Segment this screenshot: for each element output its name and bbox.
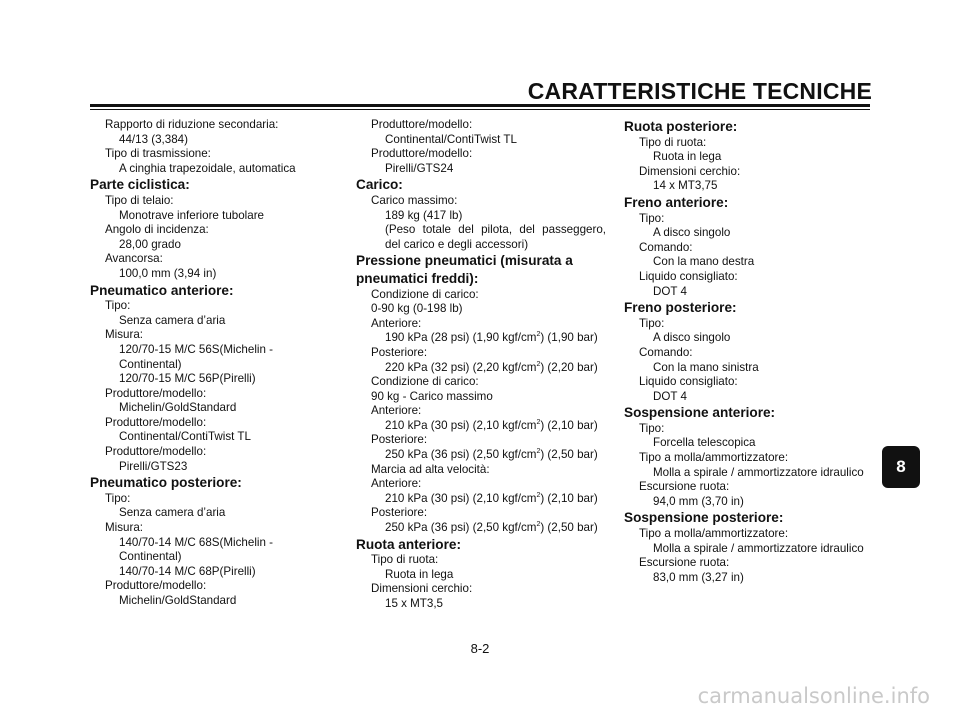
spec-label: Tipo di ruota: [371,553,439,567]
spec-label: Tipo a molla/ammortizzatore: [639,451,789,465]
spec-value: 140/70-14 M/C 68S(Michelin - [119,535,274,549]
spec-label: Avancorsa: [105,252,163,266]
spec-value: Pirelli/GTS23 [119,459,188,473]
spec-label: Dimensioni cerchio: [639,164,741,178]
unit-superscript: 2 [536,419,541,427]
spec-label: Condizione di carico: [371,287,479,301]
section-heading: Pneumatico posteriore: [90,475,242,491]
spec-label: 0-90 kg (0-198 lb) [371,302,463,316]
spec-label: Produttore/modello: [105,386,207,400]
spec-value-text: 210 kPa (30 psi) (2,10 kgf/cm [385,418,537,432]
spec-label: Produttore/modello: [105,579,207,593]
spec-value: Continental/ContiTwist TL [385,132,517,146]
spec-label: Comando: [639,240,693,254]
spec-label: Angolo di incidenza: [105,223,209,237]
spec-value: Molla a spirale / ammortizzatore idraulico [653,465,864,479]
spec-value [356,448,606,463]
page-header-title: CARATTERISTICHE TECNICHE [527,78,872,104]
spec-label: Anteriore: [371,316,422,330]
unit-superscript: 2 [536,491,541,499]
spec-value: 94,0 mm (3,70 in) [653,494,744,508]
spec-value-text: ) (2,20 bar) [540,360,598,374]
watermark: carmanualsonline.info [697,684,930,708]
spec-column-2 [356,118,606,612]
spec-value: del carico e degli accessori) [385,237,529,251]
spec-column-3 [624,118,884,585]
spec-label: Produttore/modello: [371,118,473,131]
section-heading: Pneumatico anteriore: [90,282,234,298]
spec-value: Continental) [119,357,182,371]
spec-label: Posteriore: [371,506,428,520]
spec-value: Ruota in lega [385,567,454,581]
spec-value: Senza camera d’aria [119,506,226,520]
spec-value: Monotrave inferiore tubolare [119,208,265,222]
unit-superscript: 2 [536,448,541,456]
spec-value: 15 x MT3,5 [385,597,443,610]
spec-value: DOT 4 [653,284,687,298]
spec-label: Escursione ruota: [639,556,730,570]
spec-label: Tipo: [639,421,665,435]
spec-label: Tipo a molla/ammortizzatore: [639,527,789,541]
spec-value-text: ) (2,50 bar) [540,521,598,535]
spec-value-text: ) (2,50 bar) [540,448,598,462]
spec-label: Tipo: [105,491,131,505]
spec-value: 44/13 (3,384) [119,132,188,146]
page-number: 8-2 [470,641,490,656]
spec-value-text: ) (2,10 bar) [540,491,598,505]
spec-label: Misura: [105,328,144,342]
spec-value: A disco singolo [653,331,731,345]
spec-value: 100,0 mm (3,94 in) [119,266,217,280]
spec-label: Posteriore: [371,433,428,447]
spec-value-text: 250 kPa (36 psi) (2,50 kgf/cm [385,448,537,462]
spec-label: Rapporto di riduzione secondaria: [105,118,279,131]
spec-value-text: ) (1,90 bar) [540,331,598,345]
spec-value-text: 220 kPa (32 psi) (2,20 kgf/cm [385,360,537,374]
spec-label: Carico massimo: [371,193,458,207]
unit-superscript: 2 [536,331,541,339]
section-heading: Sospensione anteriore: [624,405,776,421]
spec-value: Forcella telescopica [653,436,756,450]
spec-value: Con la mano sinistra [653,360,759,374]
spec-value: DOT 4 [653,389,687,403]
spec-value-text: 210 kPa (30 psi) (2,10 kgf/cm [385,491,537,505]
spec-value [356,361,606,376]
spec-value: 28,00 grado [119,237,181,251]
spec-value: 14 x MT3,75 [653,179,718,193]
spec-value: Ruota in lega [653,150,722,164]
spec-value: Pirelli/GTS24 [385,161,454,175]
spec-label: Produttore/modello: [371,147,473,161]
section-heading: Freno posteriore: [624,300,737,316]
spec-value-text: 190 kPa (28 psi) (1,90 kgf/cm [385,331,537,345]
spec-label: Escursione ruota: [639,480,730,494]
header-rule-thin [90,109,870,110]
section-heading: Carico: [356,177,403,193]
spec-label: Posteriore: [371,345,428,359]
spec-value: Continental) [119,550,182,564]
spec-value: Molla a spirale / ammortizzatore idraulico [653,541,864,555]
spec-value: 140/70-14 M/C 68P(Pirelli) [119,564,256,578]
section-heading: Parte ciclistica: [90,177,190,193]
chapter-tab[interactable]: 8 [882,446,920,488]
spec-label: Anteriore: [371,404,422,418]
spec-value: (Peso totale del pilota, del passeggero, [385,223,606,237]
spec-label: Tipo: [639,211,665,225]
spec-value: Continental/ContiTwist TL [119,430,251,444]
spec-value: 120/70-15 M/C 56P(Pirelli) [119,372,256,386]
section-heading: Ruota posteriore: [624,119,738,134]
spec-label: Liquido consigliato: [639,375,738,389]
spec-value: Michelin/GoldStandard [119,401,237,415]
spec-label: Tipo di trasmissione: [105,147,211,161]
spec-label: Comando: [639,345,693,359]
spec-label: Anteriore: [371,477,422,491]
spec-label: 90 kg - Carico massimo [371,389,493,403]
spec-label: Dimensioni cerchio: [371,582,473,596]
spec-value: 83,0 mm (3,27 in) [653,570,744,584]
spec-value-text: ) (2,10 bar) [540,418,598,432]
spec-label: Tipo: [105,299,131,313]
unit-superscript: 2 [536,360,541,368]
spec-label: Produttore/modello: [105,415,207,429]
spec-label: Tipo di telaio: [105,193,174,207]
spec-label: Tipo: [639,316,665,330]
spec-value: Senza camera d’aria [119,313,226,327]
spec-value [356,331,606,346]
spec-value [356,492,606,507]
section-heading: Ruota anteriore: [356,536,461,552]
spec-value-text: 250 kPa (36 psi) (2,50 kgf/cm [385,521,537,535]
spec-value: Michelin/GoldStandard [119,594,237,607]
spec-label: Liquido consigliato: [639,269,738,283]
spec-value: 189 kg (417 lb) [385,208,463,222]
spec-column-1 [90,118,315,609]
spec-label: Condizione di carico: [371,375,479,389]
header-rule-thick [90,104,870,107]
section-heading: pneumatici freddi): [356,270,479,286]
spec-label: Marcia ad alta velocità: [371,462,490,476]
spec-label: Tipo di ruota: [639,135,707,149]
spec-value [356,521,606,536]
spec-value: Con la mano destra [653,255,755,269]
spec-value: A disco singolo [653,226,731,240]
section-heading: Sospensione posteriore: [624,510,784,526]
spec-value [356,419,606,434]
spec-value: A cinghia trapezoidale, automatica [119,161,296,175]
spec-label: Misura: [105,521,144,535]
spec-label: Produttore/modello: [105,445,207,459]
section-heading: Pressione pneumatici (misurata a [356,253,573,269]
section-heading: Freno anteriore: [624,194,729,210]
unit-superscript: 2 [536,521,541,529]
spec-value: 120/70-15 M/C 56S(Michelin - [119,342,274,356]
